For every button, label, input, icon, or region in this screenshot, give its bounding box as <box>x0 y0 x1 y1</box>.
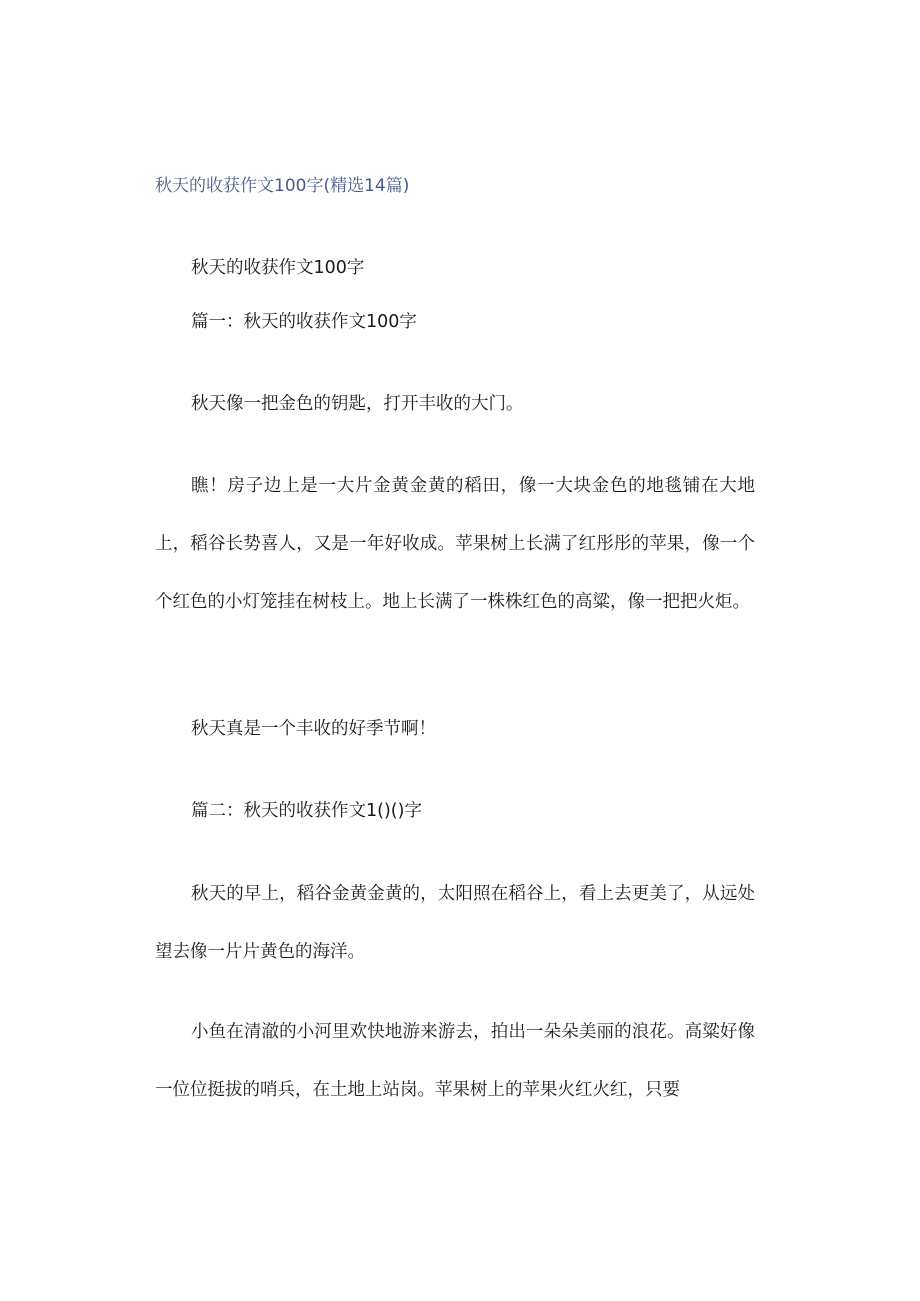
paragraph: 小鱼在清澈的小河里欢快地游来游去，拍出一朵朵美丽的浪花。高粱好像一位位挺拔的哨兵，在土地上站岗。苹果树上的苹果火红火红，只要 <box>155 1022 755 1100</box>
paragraph: 秋天的早上，稻谷金黄金黄的，太阳照在稻谷上，看上去更美了，从远处望去像一片片黄色的海洋。 <box>155 884 755 962</box>
essay-heading-2: 篇二：秋天的收获作文1()()字 <box>191 801 422 821</box>
essay-subtitle: 秋天的收获作文100字 <box>191 258 365 278</box>
paragraph: 秋天真是一个丰收的好季节啊！ <box>191 719 436 739</box>
paragraph: 秋天像一把金色的钥匙，打开丰收的大门。 <box>191 394 524 414</box>
document-title: 秋天的收获作文100字(精选14篇) <box>155 176 410 196</box>
paragraph: 瞧！房子边上是一大片金黄金黄的稻田，像一大块金色的地毯铺在大地上，稻谷长势喜人，又是一年好收成。苹果树上长满了红彤彤的苹果，像一个个红色的小灯笼挂在树枝上。地上长满了一株株红色的高粱，像一把把火炬。 <box>155 476 755 612</box>
essay-heading-1: 篇一：秋天的收获作文100字 <box>191 312 417 332</box>
